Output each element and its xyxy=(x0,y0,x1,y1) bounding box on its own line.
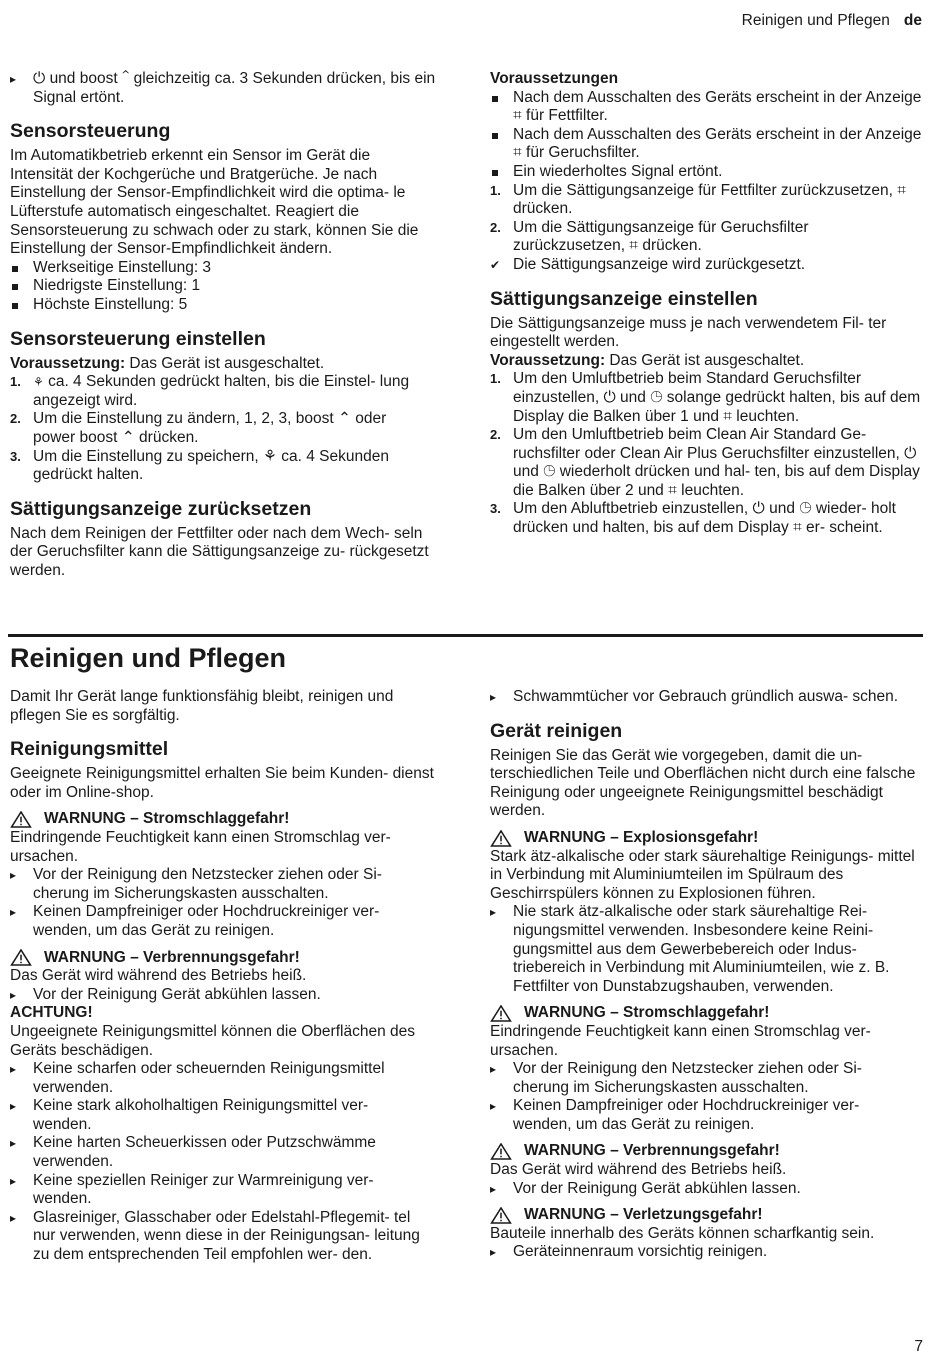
warning-text: Stark ätz-alkalische oder stark säurehaltige Reinigungs- mittel in Verbindung mit Aluminiumteilen im Spülraum des Geschirrspülers können zu Explosionen führen. xyxy=(490,847,915,902)
step-item: 3. Um die Einstellung zu speichern, ⚘ ca. 4 Sekunden gedrückt halten. xyxy=(10,447,389,484)
list-item: ▸ Vor der Reinigung den Netzstecker ziehen oder Si- cherung im Sicherungskasten ausschalten. xyxy=(10,866,430,903)
result-item: ✔ Die Sättigungsanzeige wird zurückgesetzt. xyxy=(490,256,922,275)
list-item: ▸ Keine stark alkoholhaltigen Reinigungsmittel ver- wenden. xyxy=(10,1097,430,1134)
warning-text: Das Gerät wird während des Betriebs heiß. xyxy=(10,967,307,985)
clean-text: Reinigen Sie das Gerät wie vorgegeben, damit die un- terschiedlichen Teile und Oberflächen nicht durch eine falsche Reinigung oder ungeeignete Reinigungsmittel beschädigt werden. xyxy=(490,746,916,820)
list-item: Höchste Einstellung: 5 xyxy=(10,296,442,315)
step-item: 3. Um den Abluftbetrieb einzustellen, ⏻ und ◷ wieder- holt drücken und halten, bis auf dem Display ⌗ er- scheint. xyxy=(490,500,896,537)
sensor-set-title: Sensorsteuerung einstellen xyxy=(10,327,266,350)
saturation-set-title: Sättigungsanzeige einstellen xyxy=(490,287,758,310)
list-item: ▸ Keinen Dampfreiniger oder Hochdruckreiniger ver- wenden, um das Gerät zu reinigen. xyxy=(10,903,430,940)
list-item: Werkseitige Einstellung: 3 xyxy=(10,259,442,278)
list-item: ▸ Vor der Reinigung den Netzstecker ziehen oder Si- cherung im Sicherungskasten ausschalten. xyxy=(490,1060,910,1097)
list-item: ▸ Vor der Reinigung Gerät abkühlen lassen. xyxy=(490,1180,922,1199)
sensor-set-requirement: Voraussetzung: Das Gerät ist ausgeschaltet. xyxy=(10,354,325,372)
clean-title: Gerät reinigen xyxy=(490,719,623,742)
list-item: Nach dem Ausschalten des Geräts erscheint in der Anzeige ⌗ für Geruchsfilter. xyxy=(490,126,922,163)
sensor-icon: ⚘ xyxy=(33,375,44,390)
reset-title: Sättigungsanzeige zurücksetzen xyxy=(10,497,312,520)
warning-heading: WARNUNG – Stromschlaggefahr! xyxy=(10,810,442,829)
warning-triangle-icon xyxy=(490,1005,512,1022)
warning-text: Eindringende Feuchtigkeit kann einen Stromschlag ver- ursachen. xyxy=(10,828,391,865)
step-item: 2. Um den Umluftbetrieb beim Clean Air Standard Ge- ruchsfilter oder Clean Air Plus Geruchsfilter einzustellen, ⏻ und ◷ wiederholt drücken und hal- ten, bis auf dem Display die Balken über 2 und ⌗ leuchten. xyxy=(490,426,920,499)
warning-heading: WARNUNG – Verletzungsgefahr! xyxy=(490,1206,922,1225)
caution-title: ACHTUNG! xyxy=(10,1004,93,1022)
list-item: Nach dem Ausschalten des Geräts erscheint in der Anzeige ⌗ für Fettfilter. xyxy=(490,89,922,126)
header-section: Reinigen und Pflegen xyxy=(741,12,890,29)
saturation-set-requirement: Voraussetzung: Das Gerät ist ausgeschaltet. xyxy=(490,351,805,369)
page-header xyxy=(742,12,922,31)
agents-text: Geeignete Reinigungsmittel erhalten Sie beim Kunden- dienst oder im Online-shop. xyxy=(10,765,434,801)
page-number: 7 xyxy=(914,1338,923,1356)
sensor-text: Im Automatikbetrieb erkennt ein Sensor im Gerät die Intensität der Kochgerüche und Bratgerüche. Je nach Einstellung der Sensor-Empfindlichkeit wird die optima- le Lüfterstufe automatisch eingeschaltet. Reagiert die Sensorsteuerung zu schwach oder zu stark, können Sie die Einstellung der Sensor-Empfindlichkeit ändern. xyxy=(10,147,419,258)
agents-title: Reinigungsmittel xyxy=(10,738,169,761)
intro-text: Damit Ihr Gerät lange funktionsfähig bleibt, reinigen und pflegen Sie es sorgfältig. xyxy=(10,688,394,724)
bottom-left-column xyxy=(10,688,442,1265)
header-lang: de xyxy=(903,12,922,29)
top-right-column xyxy=(490,70,922,538)
step-item: 2. Um die Sättigungsanzeige für Geruchsfilter zurückzusetzen, ⌗ drücken. xyxy=(490,218,809,255)
step-item: 2. Um die Einstellung zu ändern, 1, 2, 3, boost ⌃ oder power boost ⌃ drücken. xyxy=(10,410,387,446)
sensor-title: Sensorsteuerung xyxy=(10,120,171,143)
warning-heading: WARNUNG – Stromschlaggefahr! xyxy=(490,1004,922,1023)
list-item: ▸ Keinen Dampfreiniger oder Hochdruckreiniger ver- wenden, um das Gerät zu reinigen. xyxy=(490,1097,910,1134)
warning-triangle-icon xyxy=(10,811,32,828)
saturation-set-text: Die Sättigungsanzeige muss je nach verwendetem Fil- ter eingestellt werden. xyxy=(490,314,887,351)
list-item: ▸ ⏻ und boost ⌃ gleichzeitig ca. 3 Sekunden drücken, bis ein Signal ertönt. xyxy=(10,70,443,107)
list-item: Niedrigste Einstellung: 1 xyxy=(10,277,442,296)
step-item: 1. Um den Umluftbetrieb beim Standard Geruchsfilter einzustellen, ⏻ und ◷ solange gedrückt halten, bis auf dem Display die Balken über 1 und ⌗ leuchten. xyxy=(490,370,921,425)
list-item: ▸ Geräteinnenraum vorsichtig reinigen. xyxy=(490,1243,922,1262)
list-item: Ein wiederholtes Signal ertönt. xyxy=(490,163,922,182)
list-item: ▸ Keine speziellen Reiniger zur Warmreinigung ver- wenden. xyxy=(10,1172,430,1209)
list-item: ▸ Schwammtücher vor Gebrauch gründlich auswa- schen. xyxy=(490,688,900,707)
list-item: ▸ Nie stark ätz-alkalische oder stark säurehaltige Rei- nigungsmittel verwenden. Insbesondere keine Reini- gungsmittel aus dem Gewerbebereich oder Indus- triebereich in Verbindung mit Aluminiumteilen, wie z. B. Fettfilter von Dunstabzugshauben, verwenden. xyxy=(490,903,900,996)
section-divider xyxy=(8,634,923,637)
warning-text: Eindringende Feuchtigkeit kann einen Stromschlag ver- ursachen. xyxy=(490,1022,871,1059)
warning-text: Das Gerät wird während des Betriebs heiß. xyxy=(490,1161,787,1179)
warning-text: Bauteile innerhalb des Geräts können scharfkantig sein. xyxy=(490,1224,875,1242)
reset-text: Nach dem Reinigen der Fettfilter oder nach dem Wech- seln der Geruchsfilter kann die Sättigungsanzeige zu- rückgesetzt werden. xyxy=(10,524,429,579)
list-item: ▸ Glasreiniger, Glasschaber oder Edelstahl-Pflegemit- tel nur verwenden, wenn diese in der Reinigungsan- leitung zu dem entsprechenden Teil empfohlen wer- den. xyxy=(10,1209,430,1265)
requirements-title: Voraussetzungen xyxy=(490,70,619,87)
warning-triangle-icon xyxy=(490,1143,512,1160)
warning-triangle-icon xyxy=(490,1207,512,1224)
section-title: Reinigen und Pflegen xyxy=(10,643,287,673)
warning-heading: WARNUNG – Verbrennungsgefahr! xyxy=(490,1142,922,1161)
list-item: ▸ Keine harten Scheuerkissen oder Putzschwämme verwenden. xyxy=(10,1134,430,1171)
warning-heading: WARNUNG – Explosionsgefahr! xyxy=(490,829,922,848)
warning-triangle-icon xyxy=(490,830,512,847)
list-item: ▸ Keine scharfen oder scheuernden Reinigungsmittel verwenden. xyxy=(10,1060,430,1097)
list-item: ▸ Vor der Reinigung Gerät abkühlen lassen. xyxy=(10,986,442,1005)
warning-triangle-icon xyxy=(10,949,32,966)
step-item: 1. Um die Sättigungsanzeige für Fettfilter zurückzusetzen, ⌗ drücken. xyxy=(490,181,906,218)
caution-text: Ungeeignete Reinigungsmittel können die Oberflächen des Geräts beschädigen. xyxy=(10,1022,415,1059)
step-item: 1. ⚘ ca. 4 Sekunden gedrückt halten, bis die Einstel- lung angezeigt wird. xyxy=(10,373,410,409)
warning-heading: WARNUNG – Verbrennungsgefahr! xyxy=(10,949,442,968)
top-left-column xyxy=(10,70,442,580)
bottom-right-column xyxy=(490,688,922,1262)
